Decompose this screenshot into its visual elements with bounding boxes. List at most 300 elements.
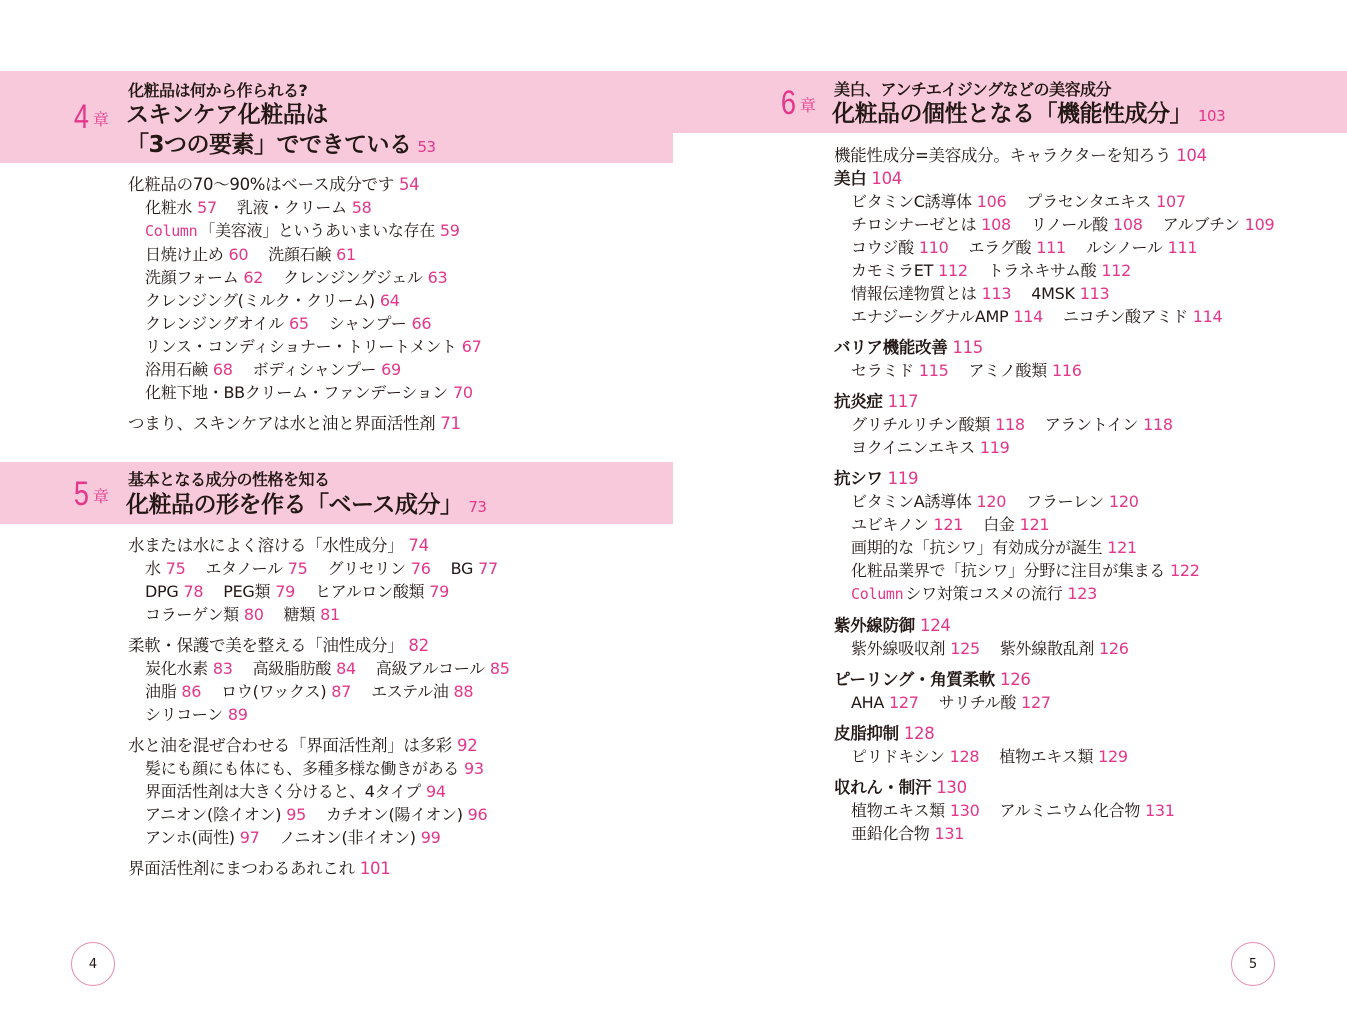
toc-section-row xyxy=(834,144,1274,167)
toc-item-row xyxy=(128,780,510,803)
toc-entry-text: エナジーシグナルAMP xyxy=(851,307,1009,326)
toc-entry[interactable] xyxy=(128,414,461,433)
chapter-number xyxy=(72,477,109,511)
toc-page-number[interactable]: 130 xyxy=(936,778,967,797)
chapter-title xyxy=(126,100,436,162)
toc-entry[interactable] xyxy=(253,360,401,379)
toc-section-row xyxy=(834,776,1274,799)
toc-entry-text: 高級アルコール xyxy=(375,659,485,678)
toc-entry-text: カモミラET xyxy=(851,261,934,280)
toc-entry-text: アルミニウム化合物 xyxy=(999,801,1141,820)
toc-item-row xyxy=(834,799,1274,822)
toc-page-number[interactable]: 120 xyxy=(1108,492,1139,511)
toc-entry[interactable] xyxy=(145,314,309,333)
toc-page-number[interactable]: 127 xyxy=(1021,693,1051,712)
toc-page-number[interactable]: 88 xyxy=(453,682,474,701)
toc-item-row xyxy=(128,358,482,381)
toc-entry-text: 水または水によく溶ける「水性成分」 xyxy=(128,536,404,555)
toc-page-number[interactable]: 54 xyxy=(398,175,420,194)
toc-page-number[interactable]: 107 xyxy=(1156,192,1186,211)
chapter-number-digit: 6 xyxy=(780,84,797,122)
chapter-title xyxy=(832,99,1225,131)
toc-entry[interactable] xyxy=(329,314,431,333)
column-label: Column xyxy=(851,585,904,603)
toc-entry-text: バリア機能改善 xyxy=(834,338,948,357)
toc-entry[interactable] xyxy=(834,146,1207,165)
toc-section-row xyxy=(128,534,510,557)
toc-item-row xyxy=(834,259,1274,282)
toc-page-number[interactable]: 76 xyxy=(410,559,431,578)
toc-entry-text: 化粧品の70〜90%はベース成分です xyxy=(128,175,394,194)
toc-entry[interactable] xyxy=(451,559,498,578)
chapter-title-text: 「3つの要素」でできている xyxy=(126,132,412,158)
toc-entry[interactable] xyxy=(145,268,263,287)
toc-page-number[interactable]: 89 xyxy=(227,705,248,724)
toc-page-number[interactable]: 92 xyxy=(457,736,478,755)
toc-entry-text: ピリドキシン xyxy=(851,747,945,766)
toc-entry-text: チロシナーゼとは xyxy=(851,215,977,234)
toc-entry[interactable] xyxy=(145,828,260,847)
toc-entry[interactable] xyxy=(1031,215,1143,234)
toc-page-number[interactable]: 81 xyxy=(320,605,340,624)
toc-entry[interactable] xyxy=(988,261,1131,280)
toc-entry-text: グリセリン xyxy=(327,559,406,578)
toc-entry[interactable] xyxy=(205,559,307,578)
toc-entry[interactable] xyxy=(128,175,419,194)
toc-entry[interactable] xyxy=(1000,801,1175,820)
toc-entry-text: 界面活性剤は大きく分けると、4タイプ xyxy=(145,782,421,801)
toc-entry-text: シャンプー xyxy=(328,314,407,333)
toc-item-row xyxy=(834,305,1274,328)
toc-page-number[interactable]: 74 xyxy=(408,536,429,555)
chapter-subtitle: 化粧品は何から作られる? xyxy=(128,81,308,100)
toc-page-number[interactable]: 58 xyxy=(351,198,372,217)
toc-entry-text: 高級脂肪酸 xyxy=(252,659,332,678)
toc-entry-text: 植物エキス類 xyxy=(851,801,945,820)
toc-page-number[interactable]: 99 xyxy=(420,828,441,847)
toc-item-row xyxy=(834,190,1274,213)
toc-entry[interactable] xyxy=(145,782,446,801)
page-number-right: 5 xyxy=(1231,942,1275,986)
toc-entry-text: 柔軟・保護で美を整える「油性成分」 xyxy=(128,636,404,655)
toc-entry[interactable] xyxy=(939,693,1051,712)
toc-page-number[interactable]: 116 xyxy=(1051,361,1082,380)
chapter-title-line xyxy=(126,130,436,162)
toc-entry[interactable] xyxy=(253,659,356,678)
chapter-subtitle: 美白、アンチエイジングなどの美容成分 xyxy=(834,80,1112,99)
toc-entry-text: カチオン(陽イオン) xyxy=(325,805,463,824)
toc-entry-text: 皮脂抑制 xyxy=(834,724,899,743)
toc-entry-text: 植物エキス類 xyxy=(999,747,1094,766)
toc-entry[interactable] xyxy=(145,221,460,240)
toc-entry[interactable] xyxy=(1086,238,1197,257)
toc-page-number[interactable]: 71 xyxy=(440,414,461,433)
toc-entry[interactable] xyxy=(128,536,429,555)
toc-page-number[interactable]: 130 xyxy=(949,801,980,820)
toc-page-number[interactable]: 104 xyxy=(1176,146,1207,165)
toc-item-row xyxy=(834,436,1274,459)
toc-page-number[interactable]: 65 xyxy=(288,314,309,333)
toc-entry-text: 亜鉛化合物 xyxy=(851,824,930,843)
toc-page-number[interactable]: 131 xyxy=(934,824,965,843)
toc-entry[interactable] xyxy=(145,291,400,310)
toc-entry[interactable] xyxy=(834,670,1031,689)
toc-page-number[interactable]: 126 xyxy=(1000,670,1031,689)
toc-entry-text: 紫外線吸収剤 xyxy=(851,639,946,658)
toc-item-row xyxy=(128,680,510,703)
chapter-page-link[interactable]: 73 xyxy=(468,498,487,516)
toc-entry[interactable] xyxy=(834,338,983,357)
toc-page-number[interactable]: 111 xyxy=(1036,238,1066,257)
toc-entry[interactable] xyxy=(834,724,934,743)
chapter-label: 章 xyxy=(799,98,816,115)
toc-page-number[interactable]: 79 xyxy=(275,582,295,601)
toc-item-row xyxy=(834,822,1274,845)
chapter-number-digit: 5 xyxy=(73,475,90,513)
toc-entry[interactable] xyxy=(851,492,1006,511)
toc-page-number[interactable]: 59 xyxy=(439,221,460,240)
toc-entry[interactable] xyxy=(851,238,948,257)
toc-entry[interactable] xyxy=(221,682,351,701)
toc-entry[interactable] xyxy=(145,705,248,724)
toc-entry-text: 洗顔石鹸 xyxy=(268,245,332,264)
toc-entry[interactable] xyxy=(284,605,340,624)
toc-entry-text: ビタミンC誘導体 xyxy=(851,192,972,211)
toc-page-number[interactable]: 112 xyxy=(938,261,968,280)
toc-entry-text: ボディシャンプー xyxy=(252,360,377,379)
toc-item-row xyxy=(834,282,1274,305)
toc-section-row xyxy=(128,412,482,435)
toc-item-row xyxy=(834,637,1274,660)
toc-entry[interactable] xyxy=(128,636,429,655)
toc-entry[interactable] xyxy=(1045,415,1173,434)
toc-entry[interactable] xyxy=(851,561,1200,580)
toc-entry-text: つまり、スキンケアは水と油と界面活性剤 xyxy=(128,414,436,433)
toc-page-number[interactable]: 82 xyxy=(408,636,429,655)
toc-entry-text: アニオン(陰イオン) xyxy=(145,805,282,824)
toc-page-number[interactable]: 64 xyxy=(379,291,400,310)
toc-page-number[interactable]: 94 xyxy=(425,782,446,801)
toc-page-number[interactable]: 69 xyxy=(381,360,401,379)
toc-entry[interactable] xyxy=(237,198,372,217)
toc-page-number[interactable]: 95 xyxy=(286,805,306,824)
toc-entry[interactable] xyxy=(376,659,510,678)
toc-entry-text: クレンジングオイル xyxy=(145,314,284,333)
toc-item-row xyxy=(834,490,1274,513)
toc-page-number[interactable]: 121 xyxy=(933,515,964,534)
toc-entry-text: 界面活性剤にまつわるあれこれ xyxy=(128,859,355,878)
toc-entry[interactable] xyxy=(834,169,902,188)
toc-entry-text: ユビキノン xyxy=(851,515,929,534)
toc-entry[interactable] xyxy=(834,469,918,488)
toc-page-number[interactable]: 106 xyxy=(976,192,1007,211)
toc-entry[interactable] xyxy=(851,693,919,712)
toc-list xyxy=(128,534,510,880)
toc-entry-text: BG xyxy=(450,559,474,578)
toc-section-row xyxy=(128,173,482,196)
toc-item-row xyxy=(834,745,1274,768)
toc-entry[interactable] xyxy=(851,639,980,658)
toc-item-row xyxy=(128,266,482,289)
toc-page-number[interactable]: 111 xyxy=(1167,238,1198,257)
toc-entry[interactable] xyxy=(371,682,473,701)
toc-entry[interactable] xyxy=(145,582,203,601)
toc-entry[interactable] xyxy=(327,559,430,578)
toc-page-number[interactable]: 113 xyxy=(981,284,1012,303)
chapter-title-line xyxy=(832,99,1225,131)
toc-entry-text: ニコチン酸アミド xyxy=(1062,307,1188,326)
toc-entry[interactable] xyxy=(326,805,487,824)
toc-entry[interactable] xyxy=(851,215,1011,234)
toc-item-row xyxy=(834,213,1274,236)
toc-entry-text: 白金 xyxy=(983,515,1015,534)
toc-page-number[interactable]: 115 xyxy=(918,361,949,380)
toc-entry[interactable] xyxy=(145,383,473,402)
toc-entry-text: エタノール xyxy=(205,559,283,578)
toc-entry-text: PEG類 xyxy=(223,582,271,601)
toc-item-row xyxy=(128,803,510,826)
toc-entry[interactable] xyxy=(315,582,449,601)
toc-page-number[interactable]: 122 xyxy=(1170,561,1200,580)
toc-entry[interactable] xyxy=(834,392,918,411)
toc-entry-text: 機能性成分=美容成分。キャラクターを知ろう xyxy=(834,146,1172,165)
toc-entry-text: ヨクイニンエキス xyxy=(851,438,975,457)
toc-entry[interactable] xyxy=(851,307,1043,326)
toc-page-number[interactable]: 101 xyxy=(359,859,391,878)
toc-page-number[interactable]: 114 xyxy=(1192,307,1223,326)
toc-page-number[interactable]: 93 xyxy=(464,759,484,778)
toc-entry-text: トラネキサム酸 xyxy=(987,261,1097,280)
toc-entry-text: サリチル酸 xyxy=(938,693,1017,712)
toc-page-number[interactable]: 121 xyxy=(1107,538,1137,557)
toc-page-number[interactable]: 70 xyxy=(453,383,473,402)
page-number-left: 4 xyxy=(71,942,115,986)
chapter-label: 章 xyxy=(92,112,109,129)
toc-page-number[interactable]: 80 xyxy=(243,605,264,624)
toc-entry[interactable] xyxy=(851,284,1011,303)
toc-item-row xyxy=(128,381,482,404)
toc-entry-text: ノニオン(非イオン) xyxy=(279,828,416,847)
toc-page-number[interactable]: 87 xyxy=(331,682,352,701)
toc-entry[interactable] xyxy=(834,616,951,635)
toc-entry[interactable] xyxy=(268,245,356,264)
toc-list xyxy=(834,144,1274,845)
toc-entry[interactable] xyxy=(1063,307,1222,326)
toc-page-number[interactable]: 108 xyxy=(1112,215,1143,234)
toc-page-number[interactable]: 60 xyxy=(228,245,249,264)
toc-section-row xyxy=(834,722,1274,745)
toc-page-number[interactable]: 104 xyxy=(871,169,902,188)
toc-page-number[interactable]: 79 xyxy=(429,582,449,601)
toc-entry[interactable] xyxy=(983,515,1049,534)
toc-entry-text: 乳液・クリーム xyxy=(236,198,347,217)
toc-page-number[interactable]: 131 xyxy=(1145,801,1175,820)
chapter-title-text: 化粧品の個性となる「機能性成分」 xyxy=(832,101,1192,127)
toc-entry[interactable] xyxy=(999,747,1128,766)
toc-page-number[interactable]: 67 xyxy=(461,337,482,356)
toc-entry-text: DPG xyxy=(145,582,179,601)
toc-page-number[interactable]: 96 xyxy=(467,805,488,824)
toc-page-number[interactable]: 127 xyxy=(889,693,919,712)
toc-page-number[interactable]: 126 xyxy=(1099,639,1129,658)
toc-entry-text: アミノ酸類 xyxy=(968,361,1047,380)
toc-entry[interactable] xyxy=(145,682,201,701)
toc-entry[interactable] xyxy=(1163,215,1275,234)
toc-page-number[interactable]: 77 xyxy=(478,559,498,578)
toc-item-row xyxy=(128,757,510,780)
toc-entry-text: アルブチン xyxy=(1162,215,1240,234)
toc-entry-text: ロウ(ワックス) xyxy=(221,682,327,701)
toc-entry[interactable] xyxy=(145,659,233,678)
toc-entry[interactable] xyxy=(851,747,979,766)
toc-page-number[interactable]: 97 xyxy=(239,828,260,847)
chapter-title-line: スキンケア化粧品は xyxy=(126,102,328,128)
toc-section-row xyxy=(834,668,1274,691)
toc-page-number[interactable]: 119 xyxy=(979,438,1010,457)
toc-page-number[interactable]: 68 xyxy=(212,360,233,379)
toc-item-row xyxy=(834,513,1274,536)
toc-entry[interactable] xyxy=(145,198,217,217)
toc-page-number[interactable]: 118 xyxy=(995,415,1025,434)
toc-entry-text: コウジ酸 xyxy=(851,238,914,257)
toc-item-row xyxy=(834,559,1274,582)
toc-page-number[interactable]: 109 xyxy=(1244,215,1275,234)
toc-entry[interactable] xyxy=(968,361,1081,380)
toc-entry-text: ヒアルロン酸類 xyxy=(314,582,425,601)
chapter-page-link[interactable]: 53 xyxy=(417,138,436,156)
toc-entry[interactable] xyxy=(851,261,968,280)
toc-entry[interactable] xyxy=(280,828,441,847)
toc-page-number[interactable]: 124 xyxy=(920,616,951,635)
toc-page-number[interactable]: 75 xyxy=(165,559,186,578)
toc-page-number[interactable]: 85 xyxy=(489,659,510,678)
toc-item-row xyxy=(128,603,510,626)
toc-entry[interactable] xyxy=(851,515,963,534)
toc-entry-text: プラセンタエキス xyxy=(1026,192,1152,211)
toc-entry-text: エステル油 xyxy=(371,682,449,701)
toc-page-number[interactable]: 128 xyxy=(949,747,980,766)
toc-entry[interactable] xyxy=(145,360,233,379)
toc-entry[interactable] xyxy=(834,778,967,797)
toc-entry-text: ビタミンA誘導体 xyxy=(851,492,972,511)
toc-entry-text: 日焼け止め xyxy=(145,245,224,264)
toc-entry[interactable] xyxy=(851,361,948,380)
toc-entry[interactable] xyxy=(1026,492,1138,511)
chapter-subtitle: 基本となる成分の性格を知る xyxy=(128,470,330,489)
toc-page-number[interactable]: 75 xyxy=(287,559,308,578)
toc-entry[interactable] xyxy=(145,805,306,824)
toc-page-number[interactable]: 117 xyxy=(887,392,919,411)
toc-page-number[interactable]: 119 xyxy=(887,469,919,488)
column-label: Column xyxy=(145,222,198,240)
toc-entry[interactable] xyxy=(283,268,447,287)
toc-entry-text: 洗顔フォーム xyxy=(145,268,239,287)
toc-entry[interactable] xyxy=(1000,639,1129,658)
toc-page-number[interactable]: 86 xyxy=(181,682,202,701)
toc-entry[interactable] xyxy=(851,824,964,843)
toc-entry[interactable] xyxy=(145,245,248,264)
toc-page-number[interactable]: 113 xyxy=(1079,284,1110,303)
toc-entry-text: アラントイン xyxy=(1044,415,1139,434)
toc-section-row xyxy=(128,634,510,657)
toc-entry-text: 抗炎症 xyxy=(834,392,883,411)
toc-entry[interactable] xyxy=(851,801,980,820)
toc-entry-text: 化粧品業界で「抗シワ」分野に注目が集まる xyxy=(851,561,1166,580)
toc-item-row xyxy=(128,557,510,580)
toc-page-number[interactable]: 66 xyxy=(411,314,432,333)
toc-entry[interactable] xyxy=(128,859,390,878)
toc-page-number[interactable]: 108 xyxy=(981,215,1011,234)
toc-page-number[interactable]: 115 xyxy=(952,338,983,357)
toc-page-number[interactable]: 121 xyxy=(1019,515,1050,534)
chapter-page-link[interactable]: 103 xyxy=(1198,107,1226,125)
toc-page-number[interactable]: 84 xyxy=(336,659,356,678)
toc-entry[interactable] xyxy=(223,582,295,601)
toc-entry-text: クレンジングジェル xyxy=(283,268,423,287)
toc-entry-text: セラミド xyxy=(851,361,914,380)
chapter-number xyxy=(72,100,109,134)
toc-item-row xyxy=(128,219,482,243)
toc-page-number[interactable]: 63 xyxy=(427,268,448,287)
toc-page-number[interactable]: 129 xyxy=(1098,747,1128,766)
toc-page-number[interactable]: 83 xyxy=(212,659,233,678)
toc-entry[interactable] xyxy=(851,192,1006,211)
toc-item-row xyxy=(834,413,1274,436)
toc-page-number[interactable]: 57 xyxy=(197,198,217,217)
toc-item-row xyxy=(128,335,482,358)
toc-page-number[interactable]: 62 xyxy=(243,268,264,287)
toc-entry[interactable] xyxy=(851,438,1009,457)
chapter-title xyxy=(126,490,486,522)
toc-item-row xyxy=(128,312,482,335)
toc-entry-text: グリチルリチン酸類 xyxy=(851,415,991,434)
toc-entry-text: ピーリング・角質柔軟 xyxy=(834,670,996,689)
toc-page-number[interactable]: 61 xyxy=(336,245,356,264)
toc-entry[interactable] xyxy=(1031,284,1109,303)
toc-entry-text: 油脂 xyxy=(145,682,177,701)
toc-entry[interactable] xyxy=(851,584,1097,603)
toc-page-number[interactable]: 128 xyxy=(903,724,935,743)
toc-item-row xyxy=(128,657,510,680)
toc-page-number[interactable]: 110 xyxy=(918,238,949,257)
toc-entry-text: アンホ(両性) xyxy=(145,828,235,847)
toc-entry[interactable] xyxy=(1026,192,1185,211)
toc-entry[interactable] xyxy=(851,538,1137,557)
toc-entry[interactable] xyxy=(968,238,1065,257)
toc-entry[interactable] xyxy=(145,337,482,356)
chapter-label: 章 xyxy=(92,489,109,506)
toc-entry-text: 浴用石鹸 xyxy=(145,360,208,379)
toc-page-number[interactable]: 125 xyxy=(950,639,980,658)
toc-entry[interactable] xyxy=(145,605,264,624)
toc-page-number[interactable]: 112 xyxy=(1101,261,1131,280)
toc-page-number[interactable]: 118 xyxy=(1143,415,1173,434)
toc-section-row xyxy=(834,614,1274,637)
toc-item-row xyxy=(834,691,1274,714)
toc-page-number[interactable]: 78 xyxy=(183,582,204,601)
toc-page-number[interactable]: 123 xyxy=(1067,584,1098,603)
toc-entry[interactable] xyxy=(851,415,1025,434)
toc-page-number[interactable]: 114 xyxy=(1013,307,1043,326)
toc-entry-text: エラグ酸 xyxy=(968,238,1032,257)
toc-entry[interactable] xyxy=(145,559,185,578)
toc-item-row xyxy=(834,536,1274,559)
toc-entry-text: 画期的な「抗シワ」有効成分が誕生 xyxy=(851,538,1103,557)
toc-entry-text: 「美容液」というあいまいな存在 xyxy=(199,221,435,240)
toc-entry[interactable] xyxy=(128,736,477,755)
toc-entry[interactable] xyxy=(145,759,484,778)
toc-page-number[interactable]: 120 xyxy=(976,492,1007,511)
